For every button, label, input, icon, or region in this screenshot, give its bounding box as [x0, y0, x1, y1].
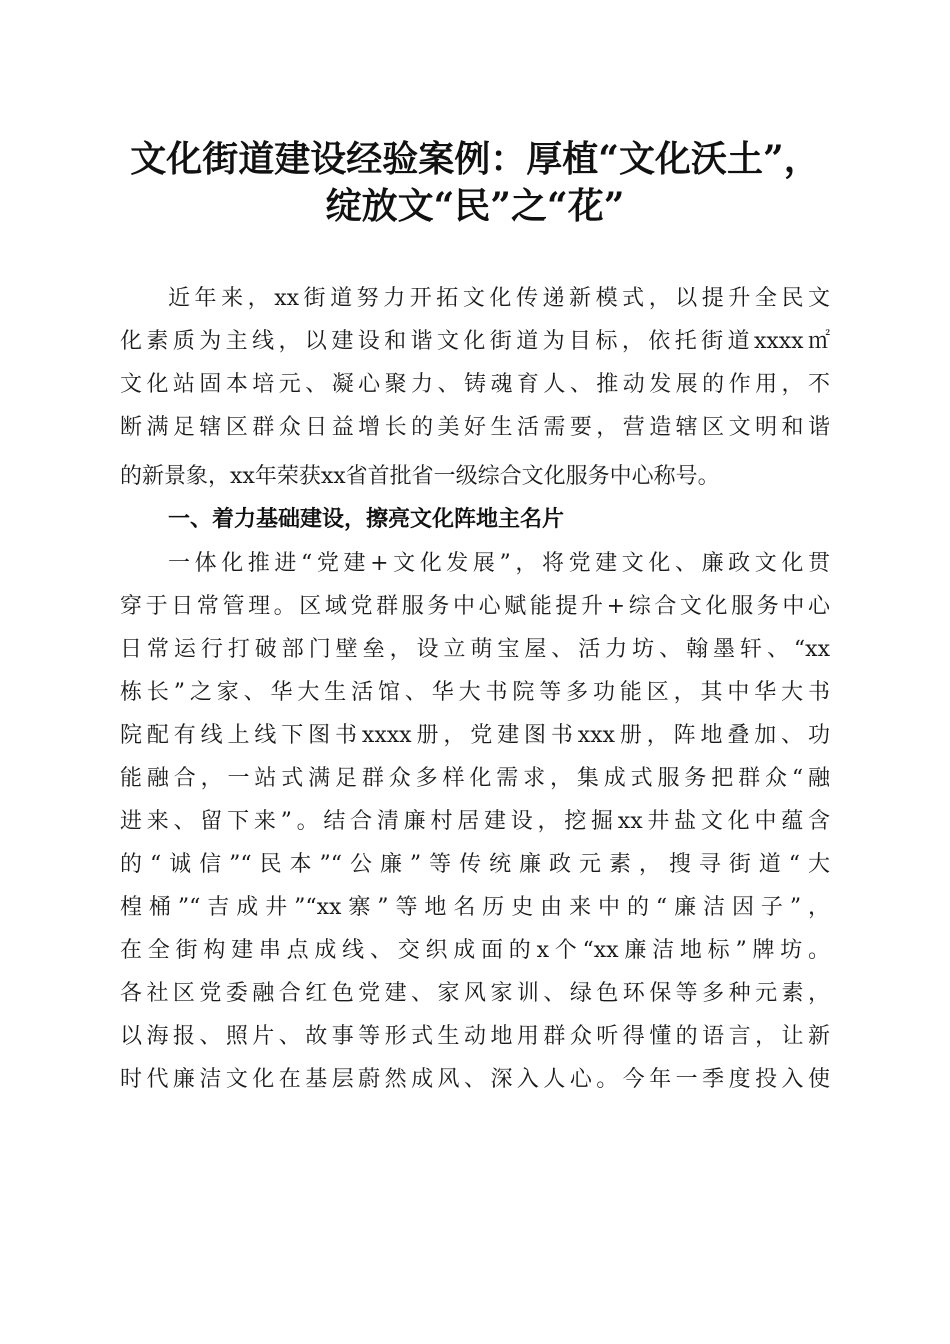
section-1-paragraph-line: 时代廉洁文化在基层蔚然成风、深入人心。今年一季度投入使 — [120, 1067, 830, 1092]
section-1-paragraph-line: 楻桶”“吉成井”“xx寨”等地名历史由来中的“廉洁因子”， — [120, 895, 830, 920]
document-title-line-1: 文化街道建设经验案例：厚植“文化沃土”， — [130, 138, 820, 180]
intro-paragraph-line: 的新景象，xx年荣获xx省首批省一级综合文化服务中心称号。 — [120, 464, 720, 489]
section-1-paragraph-line: 以海报、照片、故事等形式生动地用群众听得懂的语言，让新 — [120, 1024, 830, 1049]
section-1-paragraph-line: 院配有线上线下图书xxxx册，党建图书xxx册，阵地叠加、功 — [120, 723, 830, 748]
section-1-paragraph-line: 一体化推进“党建+文化发展”，将党建文化、廉政文化贯 — [168, 551, 830, 576]
intro-paragraph-line: 文化站固本培元、凝心聚力、铸魂育人、推动发展的作用，不 — [120, 372, 830, 397]
section-1-paragraph-line: 栋长”之家、华大生活馆、华大书院等多功能区，其中华大书 — [120, 680, 830, 705]
intro-paragraph-line: 断满足辖区群众日益增长的美好生活需要，营造辖区文明和谐 — [120, 415, 830, 440]
section-1-paragraph-line: 进来、留下来”。结合清廉村居建设，挖掘xx井盐文化中蕴含 — [120, 809, 830, 834]
intro-paragraph-line: 近年来，xx街道努力开拓文化传递新模式，以提升全民文 — [168, 286, 830, 311]
section-1-heading: 一、着力基础建设，擦亮文化阵地主名片 — [168, 507, 565, 532]
section-1-paragraph-line: 在全街构建串点成线、交织成面的x个“xx廉洁地标”牌坊。 — [120, 938, 830, 963]
section-1-paragraph-line: 的“诚信”“民本”“公廉”等传统廉政元素，搜寻街道“大 — [120, 852, 830, 877]
intro-paragraph-line: 化素质为主线，以建设和谐文化街道为目标，依托街道xxxx㎡ — [120, 329, 830, 354]
section-1-paragraph-line: 各社区党委融合红色党建、家风家训、绿色环保等多种元素， — [120, 981, 830, 1006]
section-1-paragraph-line: 穿于日常管理。区域党群服务中心赋能提升+综合文化服务中心 — [120, 594, 830, 619]
section-1-paragraph-line: 能融合，一站式满足群众多样化需求，集成式服务把群众“融 — [120, 766, 830, 791]
document-title-line-2: 绽放文“民”之“花” — [325, 185, 625, 227]
section-1-paragraph-line: 日常运行打破部门壁垒，设立萌宝屋、活力坊、翰墨轩、“xx — [120, 637, 830, 662]
